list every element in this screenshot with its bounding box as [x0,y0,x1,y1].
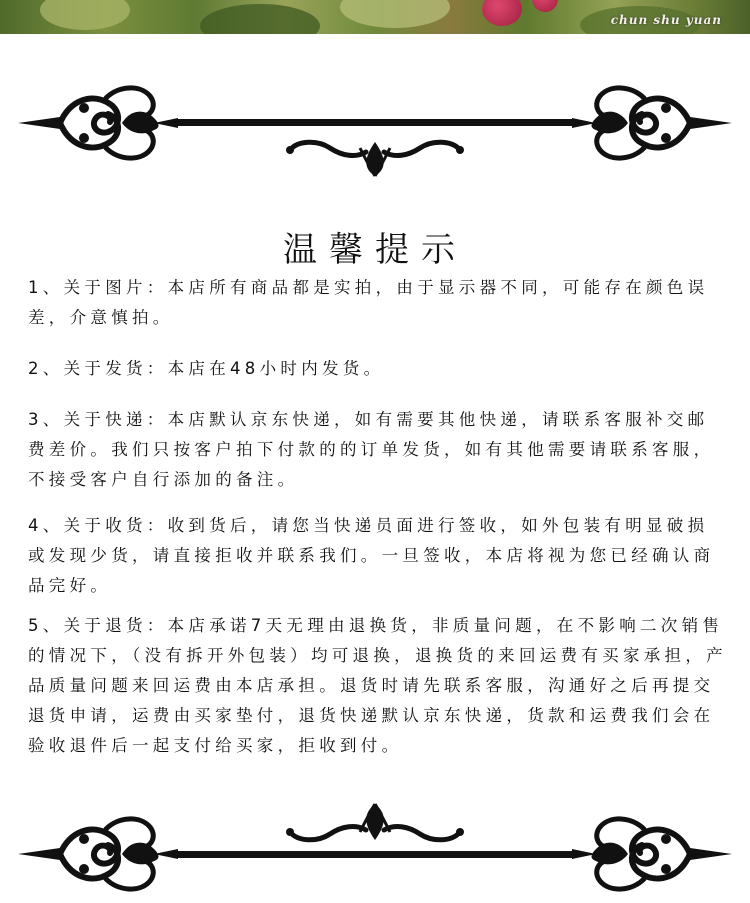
notice-item-returns: 5、关于退货：本店承诺7天无理由退换货，非质量问题，在不影响二次销售的情况下，（没有拆开外包装）均可退换，退换货的来回运费有买家承担，产品质量问题来回运费由本店承担。退货时请先联系客服，沟通好之后再提交退货申请，运费由买家垫付，退货快递默认京东快递，货款和运费我们会在验收退件后一起支付给买家，拒收到付。 [28,616,727,755]
leaf-shape [40,0,130,30]
ornament-flourish-icon [0,78,750,188]
ornament-flourish-icon [0,796,750,903]
flower-photo-banner [0,0,750,34]
page-title: 温馨提示 [283,230,467,270]
notice-item-receiving: 4、关于收货：收到货后，请您当快递员面进行签收，如外包装有明显破损或发现少货，请直接拒收并联系我们。一旦签收，本店将视为您已经确认商品完好。 [28,516,715,595]
leaf-shape [340,0,450,28]
notice-item-courier: 3、关于快递：本店默认京东快递，如有需要其他快递，请联系客服补交邮费差价。我们只按客户拍下付款的的订单发货，如有其他需要请联系客服，不接受客户自行添加的备注。 [28,410,715,489]
notice-item-shipping: 2、关于发货：本店在48小时内发货。 [28,359,385,378]
rose-shape [532,0,558,12]
rose-shape [482,0,522,26]
bottom-ornament-divider [0,796,750,903]
notice-item-photos: 1、关于图片：本店所有商品都是实拍，由于显示器不同，可能存在颜色误差，介意慎拍。 [28,278,709,327]
brand-watermark: chun shu yuan [610,13,722,27]
leaf-shape [200,4,320,34]
top-ornament-divider [0,78,750,188]
